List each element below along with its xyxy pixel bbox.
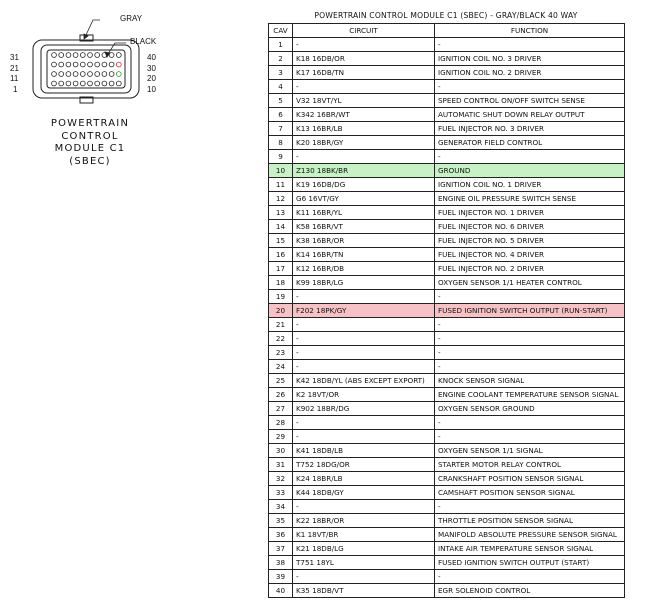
function-cell: CRANKSHAFT POSITION SENSOR SIGNAL	[435, 472, 625, 486]
connector-pin	[88, 62, 93, 67]
table-row	[269, 178, 625, 192]
cav-cell: 21	[269, 318, 293, 332]
circuit-cell: T752 18DG/OR	[293, 458, 435, 472]
table-row	[269, 248, 625, 262]
connector-pin	[95, 72, 100, 77]
pin-number-30: 30	[147, 64, 156, 73]
connector-housing	[33, 35, 139, 103]
leader-lines	[84, 20, 126, 57]
circuit-cell: -	[293, 360, 435, 374]
cav-cell: 27	[269, 402, 293, 416]
cav-cell: 9	[269, 150, 293, 164]
connector-pin	[66, 53, 71, 58]
function-cell: THROTTLE POSITION SENSOR SIGNAL	[435, 514, 625, 528]
caption-line: MODULE C1	[54, 143, 126, 154]
cav-cell: 20	[269, 304, 293, 318]
circuit-cell: K342 16BR/WT	[293, 108, 435, 122]
cav-cell: 19	[269, 290, 293, 304]
function-cell: OXYGEN SENSOR 1/1 SIGNAL	[435, 444, 625, 458]
connector-pin	[116, 62, 121, 67]
function-cell: FUEL INJECTOR NO. 5 DRIVER	[435, 234, 625, 248]
connector-pin	[59, 81, 64, 86]
pin-number-1: 1	[13, 85, 18, 94]
cav-cell: 25	[269, 374, 293, 388]
circuit-cell: K17 16DB/TN	[293, 66, 435, 80]
connector-pin	[66, 81, 71, 86]
connector-pin	[88, 72, 93, 77]
function-cell: OXYGEN SENSOR 1/1 HEATER CONTROL	[435, 276, 625, 290]
cav-cell: 31	[269, 458, 293, 472]
connector-pin	[66, 62, 71, 67]
table-row	[269, 570, 625, 584]
table-row	[269, 220, 625, 234]
function-cell: FUSED IGNITION SWITCH OUTPUT (START)	[435, 556, 625, 570]
cav-cell: 7	[269, 122, 293, 136]
connector-pin	[109, 72, 114, 77]
cav-cell: 2	[269, 52, 293, 66]
circuit-cell: -	[293, 500, 435, 514]
function-cell: ENGINE OIL PRESSURE SWITCH SENSE	[435, 192, 625, 206]
cav-cell: 40	[269, 584, 293, 598]
function-cell: -	[435, 150, 625, 164]
cav-cell: 39	[269, 570, 293, 584]
connector-pin	[73, 72, 78, 77]
cav-cell: 28	[269, 416, 293, 430]
connector-pin	[52, 72, 57, 77]
table-row	[269, 122, 625, 136]
function-cell: -	[435, 332, 625, 346]
table-row	[269, 276, 625, 290]
circuit-cell: -	[293, 570, 435, 584]
function-cell: FUEL INJECTOR NO. 2 DRIVER	[435, 262, 625, 276]
cav-cell: 35	[269, 514, 293, 528]
table-row	[269, 556, 625, 570]
table-row	[269, 262, 625, 276]
table-row	[269, 234, 625, 248]
function-cell: -	[435, 346, 625, 360]
table-row	[269, 206, 625, 220]
function-cell: SPEED CONTROL ON/OFF SWITCH SENSE	[435, 94, 625, 108]
function-cell: STARTER MOTOR RELAY CONTROL	[435, 458, 625, 472]
connector-pin	[95, 53, 100, 58]
table-row	[269, 164, 625, 178]
function-cell: -	[435, 290, 625, 304]
function-cell: -	[435, 416, 625, 430]
function-cell: -	[435, 570, 625, 584]
function-cell: MANIFOLD ABSOLUTE PRESSURE SENSOR SIGNAL	[435, 528, 625, 542]
function-cell: IGNITION COIL NO. 1 DRIVER	[435, 178, 625, 192]
function-cell: -	[435, 500, 625, 514]
cav-cell: 14	[269, 220, 293, 234]
table-row	[269, 192, 625, 206]
pin-number-20: 20	[147, 74, 156, 83]
connector-pin	[59, 72, 64, 77]
connector-pin	[80, 53, 85, 58]
cav-cell: 18	[269, 276, 293, 290]
circuit-cell: K21 18DB/LG	[293, 542, 435, 556]
connector-pin	[116, 72, 121, 77]
function-header: FUNCTION	[435, 24, 625, 38]
connector-pin	[59, 53, 64, 58]
caption-line: (SBEC)	[69, 155, 111, 167]
pin-number-31: 31	[10, 53, 19, 62]
table-row	[269, 416, 625, 430]
table-row	[269, 108, 625, 122]
connector-caption	[30, 118, 150, 168]
circuit-cell: -	[293, 38, 435, 52]
circuit-cell: -	[293, 150, 435, 164]
circuit-cell: -	[293, 416, 435, 430]
cav-cell: 23	[269, 346, 293, 360]
cav-cell: 5	[269, 94, 293, 108]
cav-header: CAV	[269, 24, 293, 38]
pinout-table	[268, 23, 625, 598]
table-row	[269, 528, 625, 542]
cav-cell: 38	[269, 556, 293, 570]
cav-cell: 13	[269, 206, 293, 220]
connector-pin	[109, 81, 114, 86]
cav-cell: 34	[269, 500, 293, 514]
pin-number-10: 10	[147, 85, 156, 94]
cav-cell: 12	[269, 192, 293, 206]
connector-pin	[102, 72, 107, 77]
circuit-cell: K20 18BR/GY	[293, 136, 435, 150]
connector-pin	[109, 62, 114, 67]
table-row	[269, 304, 625, 318]
function-cell: CAMSHAFT POSITION SENSOR SIGNAL	[435, 486, 625, 500]
table-row	[269, 318, 625, 332]
table-row	[269, 514, 625, 528]
connector-pin	[95, 81, 100, 86]
cav-cell: 1	[269, 38, 293, 52]
connector-pin	[88, 81, 93, 86]
function-cell: -	[435, 38, 625, 52]
function-cell: KNOCK SENSOR SIGNAL	[435, 374, 625, 388]
connector-pin	[73, 53, 78, 58]
function-cell: AUTOMATIC SHUT DOWN RELAY OUTPUT	[435, 108, 625, 122]
table-row	[269, 360, 625, 374]
table-row	[269, 94, 625, 108]
connector-pin	[80, 62, 85, 67]
circuit-cell: K24 18BR/LB	[293, 472, 435, 486]
black-label: BLACK	[130, 37, 157, 46]
function-cell: -	[435, 360, 625, 374]
table-title: POWERTRAIN CONTROL MODULE C1 (SBEC) - GRAY/BLACK 40 WAY	[314, 11, 578, 20]
circuit-cell: K13 16BR/LB	[293, 122, 435, 136]
cav-cell: 26	[269, 388, 293, 402]
cav-cell: 3	[269, 66, 293, 80]
circuit-cell: F202 18PK/GY	[293, 304, 435, 318]
table-header-row	[269, 24, 625, 38]
circuit-cell: -	[293, 80, 435, 94]
cav-cell: 30	[269, 444, 293, 458]
connector-pin	[102, 81, 107, 86]
function-cell: FUEL INJECTOR NO. 4 DRIVER	[435, 248, 625, 262]
connector-pin	[66, 72, 71, 77]
connector-pins	[52, 53, 122, 86]
table-row	[269, 150, 625, 164]
table-row	[269, 136, 625, 150]
cav-cell: 10	[269, 164, 293, 178]
connector-pin	[80, 81, 85, 86]
caption-line: CONTROL	[61, 130, 119, 142]
table-row	[269, 80, 625, 94]
circuit-cell: K12 16BR/DB	[293, 262, 435, 276]
table-row	[269, 444, 625, 458]
function-cell: -	[435, 318, 625, 332]
pin-number-11: 11	[10, 74, 19, 83]
table-row	[269, 346, 625, 360]
function-cell: FUEL INJECTOR NO. 1 DRIVER	[435, 206, 625, 220]
table-row	[269, 332, 625, 346]
circuit-cell: K99 18BR/LG	[293, 276, 435, 290]
cav-cell: 8	[269, 136, 293, 150]
circuit-cell: K58 16BR/VT	[293, 220, 435, 234]
table-row	[269, 458, 625, 472]
function-cell: FUEL INJECTOR NO. 6 DRIVER	[435, 220, 625, 234]
table-row	[269, 290, 625, 304]
circuit-cell: G6 16VT/GY	[293, 192, 435, 206]
cav-cell: 15	[269, 234, 293, 248]
connector-pin	[102, 62, 107, 67]
circuit-cell: -	[293, 290, 435, 304]
table-row	[269, 402, 625, 416]
pin-number-40: 40	[147, 53, 156, 62]
connector-pin	[80, 72, 85, 77]
circuit-cell: K1 18VT/BR	[293, 528, 435, 542]
table-row	[269, 52, 625, 66]
cav-cell: 6	[269, 108, 293, 122]
cav-cell: 32	[269, 472, 293, 486]
circuit-cell: K18 16DB/OR	[293, 52, 435, 66]
connector-pin	[88, 53, 93, 58]
function-cell: FUEL INJECTOR NO. 3 DRIVER	[435, 122, 625, 136]
circuit-cell: K35 18DB/VT	[293, 584, 435, 598]
circuit-cell: K11 16BR/YL	[293, 206, 435, 220]
caption-line: POWERTRAIN	[50, 118, 130, 129]
circuit-cell: Z130 18BK/BR	[293, 164, 435, 178]
connector-pin	[73, 81, 78, 86]
function-cell: IGNITION COIL NO. 3 DRIVER	[435, 52, 625, 66]
table-row	[269, 486, 625, 500]
gray-label: GRAY	[120, 14, 143, 23]
cav-cell: 16	[269, 248, 293, 262]
circuit-cell: V32 18VT/YL	[293, 94, 435, 108]
table-row	[269, 38, 625, 52]
function-cell: -	[435, 430, 625, 444]
cav-cell: 36	[269, 528, 293, 542]
connector-pin	[52, 81, 57, 86]
cav-cell: 4	[269, 80, 293, 94]
circuit-cell: K2 18VT/OR	[293, 388, 435, 402]
circuit-cell: T751 18YL	[293, 556, 435, 570]
circuit-cell: -	[293, 430, 435, 444]
function-cell: -	[435, 80, 625, 94]
cav-cell: 37	[269, 542, 293, 556]
table-row	[269, 472, 625, 486]
circuit-cell: K44 18DB/GY	[293, 486, 435, 500]
connector-pin	[116, 81, 121, 86]
table-row	[269, 430, 625, 444]
circuit-cell: K38 16BR/OR	[293, 234, 435, 248]
cav-cell: 33	[269, 486, 293, 500]
table-row	[269, 500, 625, 514]
function-cell: OXYGEN SENSOR GROUND	[435, 402, 625, 416]
connector-pin	[95, 62, 100, 67]
circuit-header: CIRCUIT	[293, 24, 435, 38]
circuit-cell: K19 16DB/DG	[293, 178, 435, 192]
table-row	[269, 584, 625, 598]
cav-cell: 11	[269, 178, 293, 192]
circuit-cell: K14 16BR/TN	[293, 248, 435, 262]
function-cell: GROUND	[435, 164, 625, 178]
circuit-cell: K902 18BR/DG	[293, 402, 435, 416]
circuit-cell: -	[293, 332, 435, 346]
table-row	[269, 542, 625, 556]
cav-cell: 29	[269, 430, 293, 444]
pin-number-21: 21	[10, 64, 19, 73]
circuit-cell: K42 18DB/YL (ABS EXCEPT EXPORT)	[293, 374, 435, 388]
circuit-cell: -	[293, 346, 435, 360]
function-cell: IGNITION COIL NO. 2 DRIVER	[435, 66, 625, 80]
table-row	[269, 66, 625, 80]
connector-pin	[116, 53, 121, 58]
cav-cell: 24	[269, 360, 293, 374]
circuit-cell: -	[293, 318, 435, 332]
cav-cell: 17	[269, 262, 293, 276]
function-cell: INTAKE AIR TEMPERATURE SENSOR SIGNAL	[435, 542, 625, 556]
connector-pin	[59, 62, 64, 67]
circuit-cell: K41 18DB/LB	[293, 444, 435, 458]
function-cell: GENERATOR FIELD CONTROL	[435, 136, 625, 150]
connector-pin	[52, 53, 57, 58]
table-row	[269, 374, 625, 388]
connector-pin	[52, 62, 57, 67]
connector-pin	[73, 62, 78, 67]
function-cell: EGR SOLENOID CONTROL	[435, 584, 625, 598]
function-cell: FUSED IGNITION SWITCH OUTPUT (RUN-START)	[435, 304, 625, 318]
cav-cell: 22	[269, 332, 293, 346]
circuit-cell: K22 18BR/OR	[293, 514, 435, 528]
function-cell: ENGINE COOLANT TEMPERATURE SENSOR SIGNAL	[435, 388, 625, 402]
table-row	[269, 388, 625, 402]
